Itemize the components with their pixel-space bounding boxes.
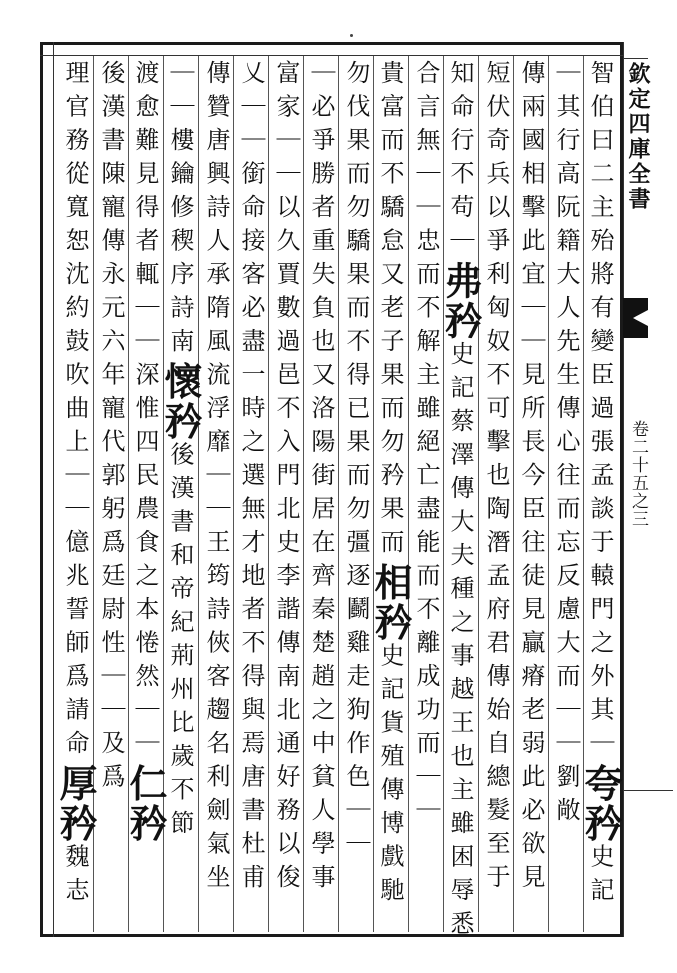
- fishtail-mark-icon: [623, 298, 648, 338]
- column-rule: [198, 56, 199, 932]
- gutter-top-rule: [623, 58, 648, 59]
- ink-speck: [350, 34, 353, 37]
- text-column: [198, 60, 233, 920]
- entry-heading: 仁矜: [123, 763, 168, 844]
- column-rule: [303, 56, 304, 932]
- text-segment: 魏志: [61, 843, 89, 911]
- column-rule: [443, 56, 444, 932]
- text-segment: 深惟四民農食之本惓然｜｜: [131, 361, 159, 764]
- column-rule: [513, 56, 514, 932]
- text-column: [368, 60, 413, 920]
- column-rule: [373, 56, 374, 932]
- text-column: [53, 60, 98, 920]
- text-column: [158, 60, 203, 920]
- text-segment: 合言無｜｜: [412, 60, 440, 228]
- entry-heading: 懷矜: [158, 361, 203, 442]
- volume-label: 卷二十五之三: [628, 420, 648, 528]
- gutter-bottom-rule: [623, 790, 673, 791]
- text-segment: 富家｜｜以久賈數過邑不入門北史李諧傳南北通好務以俊: [272, 60, 300, 898]
- text-segment: 逐鬬雞走狗作色｜｜: [342, 562, 370, 864]
- text-column: [303, 60, 338, 920]
- entry-heading: 弗矜: [438, 261, 483, 341]
- column-rule: [128, 56, 129, 932]
- text-column: [548, 60, 583, 920]
- text-segment: 後漢書和帝紀荊州比歲不節: [166, 441, 194, 844]
- text-column: [578, 60, 623, 920]
- entry-heading: 相矜: [368, 562, 413, 643]
- text-segment: 忠而不解主雖絕亡盡能而不離成功而｜｜: [412, 227, 440, 831]
- text-segment: 智伯曰二主殆將有變臣過張孟談于轅門之外其｜: [586, 60, 614, 764]
- text-segment: 傳贊唐興詩人承隋風流浮靡｜｜王筠詩俠客趨名利劍氣坐: [202, 60, 230, 898]
- column-rule: [583, 56, 584, 932]
- text-segment: 後漢書陳寵傳永元六年寵代郭躬爲廷尉性｜｜及爲: [97, 60, 125, 797]
- text-column: [233, 60, 268, 920]
- text-segment: 勿伐果而勿驕果而不得已果而勿彊: [342, 60, 370, 563]
- text-segment: 貴富而不驕怠又老子果而勿矜果而: [376, 60, 404, 563]
- column-rule: [338, 56, 339, 932]
- text-column: [438, 60, 483, 944]
- text-segment: 乂｜｜銜命接客必盡一時之選無才地者不得與焉唐書杜甫: [237, 60, 265, 898]
- text-column: [93, 60, 128, 920]
- text-segment: ｜必爭勝者重失負也又洛陽街居在齊秦楚趙之中貧人學事: [307, 60, 335, 898]
- text-segment: ｜其行高阮籍大人先生傳心往而忘反慮大而｜｜: [552, 60, 580, 764]
- column-rule: [268, 56, 269, 932]
- text-column: [268, 60, 303, 920]
- entry-heading: 夸矜: [578, 763, 623, 844]
- text-segment: 傳兩國相擊此宜｜｜見所長今臣往徒見贏瘠老弱此必欲見: [517, 60, 545, 898]
- text-segment: 理官務從寬恕沈約鼓吹曲上｜｜億兆誓師爲請命: [61, 60, 89, 764]
- text-segment: 史記蔡澤傳大夫種之事越王也主雖困辱悉: [446, 341, 474, 944]
- text-segment: 史記貨殖傳博戲馳: [376, 642, 404, 911]
- text-column: [338, 60, 373, 920]
- text-column: [408, 60, 443, 920]
- column-rule: [548, 56, 549, 932]
- book-title: 欽定四庫全書: [625, 62, 651, 212]
- text-segment: 短伏奇兵以爭利匈奴不可擊也陶潛孟府君傳始自總髮至于: [482, 60, 510, 898]
- text-segment: 渡愈難見得者輒｜｜: [131, 60, 159, 362]
- entry-heading: 厚矜: [53, 763, 98, 844]
- column-rule: [233, 56, 234, 932]
- text-segment: ｜｜樓鑰修稧序詩南: [166, 60, 194, 362]
- text-segment: 史記: [586, 843, 614, 911]
- column-rule: [408, 56, 409, 932]
- gutter-rule: [623, 42, 624, 937]
- text-column: [123, 60, 168, 920]
- text-column: [478, 60, 513, 920]
- text-segment: 劉敞: [552, 763, 580, 831]
- text-segment: 知命行不苟｜: [446, 60, 474, 261]
- column-rule: [478, 56, 479, 932]
- text-column: [513, 60, 548, 920]
